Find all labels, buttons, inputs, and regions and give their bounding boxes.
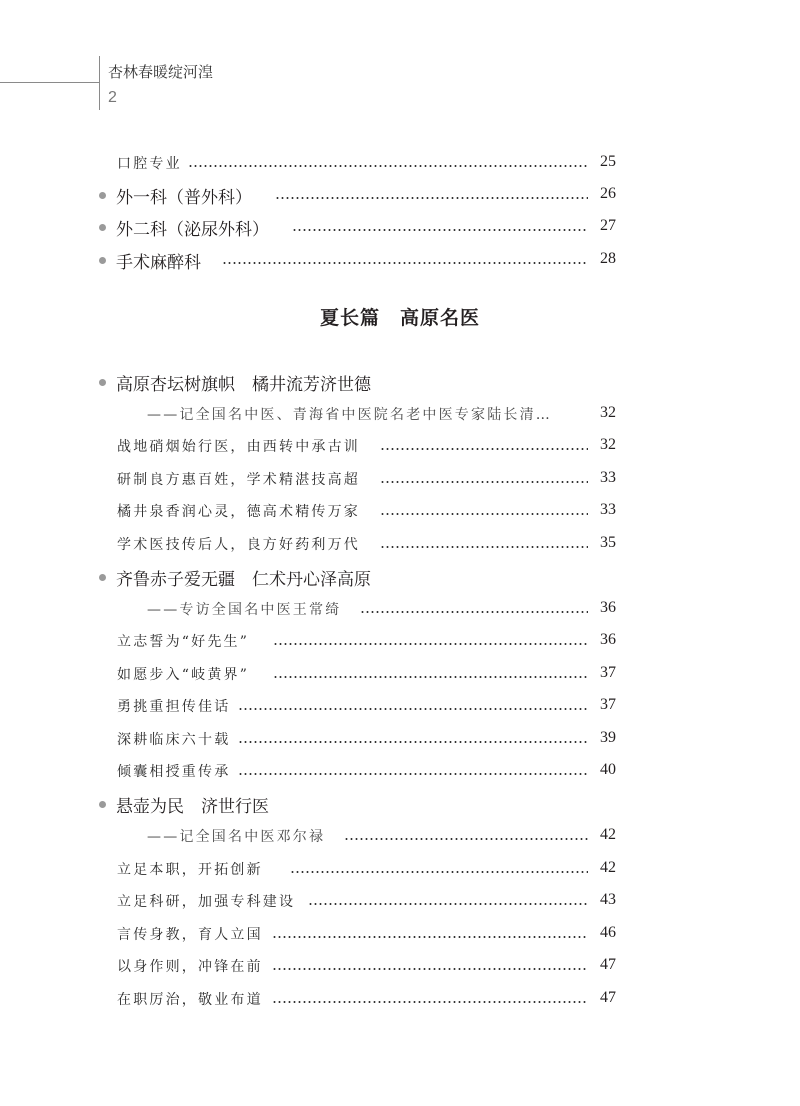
dot-leader	[222, 262, 588, 264]
toc-subtitle-entry[interactable]	[0, 823, 800, 849]
entry-page-number: 25	[600, 153, 616, 170]
dot-leader	[275, 197, 588, 199]
dot-leader	[344, 838, 588, 840]
entry-title: 以身作则，冲锋在前	[117, 959, 263, 975]
entry-page-number: 46	[600, 924, 616, 941]
toc-section-entry[interactable]	[0, 758, 800, 784]
entry-title: 言传身教，育人立国	[117, 927, 263, 943]
dot-leader	[272, 1001, 588, 1003]
entry-title: 立志誓为“好先生”	[117, 634, 250, 650]
toc-chapter-entry[interactable]	[0, 369, 800, 395]
dot-leader	[238, 708, 588, 710]
toc-chapter-entry[interactable]	[0, 247, 800, 273]
entry-title: ——记全国名中医、青海省中医院名老中医专家陆长清…	[147, 407, 552, 423]
entry-title: 齐鲁赤子爱无疆 仁术丹心泽高原	[116, 570, 371, 590]
toc-section-entry[interactable]	[0, 953, 800, 979]
entry-page-number: 47	[600, 989, 616, 1006]
entry-page-number: 32	[600, 404, 616, 421]
toc-section-entry[interactable]	[0, 466, 800, 492]
entry-title: 橘井泉香润心灵，德高术精传万家	[117, 504, 360, 520]
toc-section-entry[interactable]	[0, 856, 800, 882]
entry-title: 立足科研，加强专科建设	[117, 894, 296, 910]
toc-section-entry[interactable]	[0, 150, 800, 176]
dot-leader	[273, 643, 588, 645]
dot-leader	[272, 936, 588, 938]
entry-page-number: 47	[600, 956, 616, 973]
entry-title: 外一科（普外科）	[116, 188, 252, 208]
entry-title: 学术医技传后人，良方好药利万代	[117, 537, 360, 553]
entry-title: 立足本职，开拓创新	[117, 862, 263, 878]
entry-page-number: 43	[600, 891, 616, 908]
toc-section-entry[interactable]	[0, 531, 800, 557]
entry-page-number: 32	[600, 436, 616, 453]
dot-leader	[188, 165, 588, 167]
entry-title: 战地硝烟始行医，由西转中承古训	[117, 439, 360, 455]
bullet-icon	[99, 574, 106, 581]
toc-subtitle-entry[interactable]	[0, 596, 800, 622]
toc-section-entry[interactable]	[0, 433, 800, 459]
dot-leader	[380, 513, 588, 515]
dot-leader	[380, 546, 588, 548]
part-title: 夏长篇 高原名医	[319, 307, 480, 329]
toc-section-entry[interactable]	[0, 661, 800, 687]
entry-title: ——专访全国名中医王常绮	[147, 602, 342, 618]
entry-title: 高原杏坛树旗帜 橘井流芳济世德	[116, 375, 371, 395]
entry-page-number: 28	[600, 250, 616, 267]
entry-title: 研制良方惠百姓，学术精湛技高超	[117, 472, 360, 488]
entry-page-number: 33	[600, 469, 616, 486]
bullet-icon	[99, 379, 106, 386]
entry-page-number: 36	[600, 599, 616, 616]
entry-title: 深耕临床六十载	[117, 732, 231, 748]
entry-title: 倾囊相授重传承	[117, 764, 231, 780]
toc-section-entry[interactable]	[0, 628, 800, 654]
dot-leader	[238, 773, 588, 775]
toc-chapter-entry[interactable]	[0, 214, 800, 240]
toc-section-entry[interactable]	[0, 726, 800, 752]
toc-section-entry[interactable]	[0, 921, 800, 947]
entry-page-number: 35	[600, 534, 616, 551]
dot-leader	[292, 229, 588, 231]
dot-leader	[272, 968, 588, 970]
entry-page-number: 26	[600, 185, 616, 202]
dot-leader	[380, 481, 588, 483]
entry-title: 悬壶为民 济世行医	[116, 797, 269, 817]
toc-chapter-entry[interactable]	[0, 182, 800, 208]
entry-title: 手术麻醉科	[116, 253, 201, 273]
bullet-icon	[99, 192, 106, 199]
dot-leader	[290, 871, 588, 873]
entry-title: ——记全国名中医邓尔禄	[147, 829, 326, 845]
toc-section-entry[interactable]	[0, 693, 800, 719]
header-rule-horizontal	[0, 82, 99, 83]
entry-page-number: 42	[600, 826, 616, 843]
bullet-icon	[99, 801, 106, 808]
entry-page-number: 37	[600, 664, 616, 681]
entry-page-number: 36	[600, 631, 616, 648]
toc-chapter-entry[interactable]	[0, 791, 800, 817]
header-rule-vertical	[99, 56, 100, 110]
entry-page-number: 42	[600, 859, 616, 876]
dot-leader	[273, 676, 588, 678]
dot-leader	[380, 448, 588, 450]
entry-title: 口腔专业	[117, 156, 182, 172]
entry-title: 勇挑重担传佳话	[117, 699, 231, 715]
entry-page-number: 40	[600, 761, 616, 778]
entry-page-number: 39	[600, 729, 616, 746]
toc-section-entry[interactable]	[0, 498, 800, 524]
entry-page-number: 37	[600, 696, 616, 713]
bullet-icon	[99, 224, 106, 231]
dot-leader	[308, 903, 588, 905]
toc-section-entry[interactable]	[0, 986, 800, 1012]
toc-section-entry[interactable]	[0, 888, 800, 914]
entry-page-number: 33	[600, 501, 616, 518]
page-number: 2	[108, 89, 117, 106]
entry-title: 如愿步入“岐黄界”	[117, 667, 250, 683]
bullet-icon	[99, 257, 106, 264]
entry-title: 外二科（泌尿外科）	[116, 220, 269, 240]
toc-subtitle-entry[interactable]	[0, 401, 800, 427]
dot-leader	[360, 611, 588, 613]
toc-chapter-entry[interactable]	[0, 564, 800, 590]
entry-title: 在职厉治，敬业布道	[117, 992, 263, 1008]
book-title: 杏林春暖绽河湟	[108, 63, 214, 81]
dot-leader	[238, 741, 588, 743]
entry-page-number: 27	[600, 217, 616, 234]
